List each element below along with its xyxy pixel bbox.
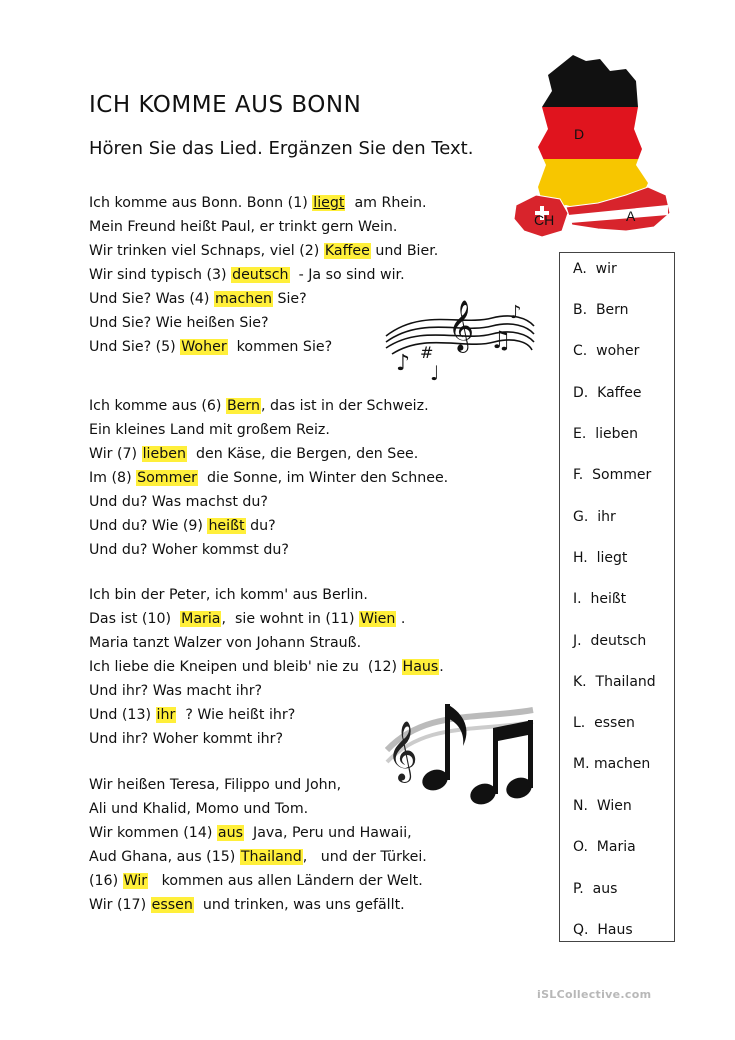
lyric-line: Und ihr? Was macht ihr?	[89, 683, 263, 699]
stanza-4	[89, 773, 427, 917]
lyric-line: Und Sie? Was (4) machen Sie?	[89, 291, 307, 307]
lyric-line: Und (13) ihr ? Wie heißt ihr?	[89, 707, 296, 723]
answer-4: machen	[214, 291, 272, 307]
lyric-line: Ein kleines Land mit großem Reiz.	[89, 422, 330, 438]
lyric-line: Und du? Wie (9) heißt du?	[89, 518, 276, 534]
svg-text:♫: ♫	[490, 326, 512, 354]
word-bank-item: B. Bern	[573, 302, 629, 318]
word-bank-item: Q. Haus	[573, 922, 633, 938]
word-bank-item: C. woher	[573, 343, 640, 359]
word-bank-item: N. Wien	[573, 798, 632, 814]
page-title: ICH KOMME AUS BONN	[89, 92, 362, 118]
answer-3: deutsch	[232, 267, 289, 283]
svg-text:𝄞: 𝄞	[387, 721, 418, 781]
lyric-line: Wir kommen (14) aus Java, Peru und Hawaii,	[89, 825, 412, 841]
lyric-line: (16) Wir kommen aus allen Ländern der Welt.	[89, 873, 423, 889]
svg-text:♩: ♩	[430, 361, 440, 383]
svg-text:♪: ♪	[510, 302, 522, 323]
answer-13: ihr	[156, 707, 176, 723]
dach-map-image	[508, 55, 678, 245]
map-label-ch: CH	[534, 212, 555, 228]
page-subtitle: Hören Sie das Lied. Ergänzen Sie den Text.	[89, 138, 474, 159]
lyric-line: Mein Freund heißt Paul, er trinkt gern Wein.	[89, 219, 398, 235]
answer-12: Haus	[402, 659, 439, 675]
svg-text:𝄞: 𝄞	[448, 300, 475, 351]
lyric-line: Und Sie? (5) Woher kommen Sie?	[89, 339, 333, 355]
svg-text:♪: ♪	[396, 351, 411, 376]
map-label-a: A	[626, 208, 636, 224]
map-label-d: D	[574, 126, 585, 142]
word-bank-item: E. lieben	[573, 426, 638, 442]
lyric-line: Ich komme aus Bonn. Bonn (1) liegt am Rhein.	[89, 195, 427, 211]
footer-watermark: iSLCollective.com	[537, 988, 652, 1001]
lyric-line: Im (8) Sommer die Sonne, im Winter den Schnee.	[89, 470, 449, 486]
lyric-line: Ich bin der Peter, ich komm' aus Berlin.	[89, 587, 368, 603]
answer-8: Sommer	[137, 470, 198, 486]
lyric-line: Wir heißen Teresa, Filippo und John,	[89, 777, 342, 793]
lyric-line: Und du? Woher kommst du?	[89, 542, 289, 558]
word-bank-item: I. heißt	[573, 591, 627, 607]
answer-5: Woher	[181, 339, 227, 355]
lyric-line: Und du? Was machst du?	[89, 494, 268, 510]
word-bank-item: D. Kaffee	[573, 385, 642, 401]
lyric-line: Das ist (10) Maria, sie wohnt in (11) Wien .	[89, 611, 406, 627]
lyric-line: Wir (7) lieben den Käse, die Bergen, den See.	[89, 446, 419, 462]
lyric-line: Wir sind typisch (3) deutsch - Ja so sind wir.	[89, 267, 405, 283]
word-bank-item: L. essen	[573, 715, 635, 731]
svg-text:#: #	[420, 343, 434, 362]
answer-6: Bern	[226, 398, 260, 414]
lyric-line: Wir (17) essen und trinken, was uns gefällt.	[89, 897, 405, 913]
word-bank-item: O. Maria	[573, 839, 636, 855]
music-notes-icon	[382, 288, 537, 383]
lyric-line: Aud Ghana, aus (15) Thailand, und der Türkei.	[89, 849, 427, 865]
answer-11: Wien	[360, 611, 396, 627]
answer-15: Thailand	[240, 849, 302, 865]
word-bank-item: M. machen	[573, 756, 651, 772]
word-bank-item: K. Thailand	[573, 674, 656, 690]
word-bank-item: H. liegt	[573, 550, 628, 566]
lyric-line: Und ihr? Woher kommt ihr?	[89, 731, 284, 747]
answer-14: aus	[217, 825, 243, 841]
word-bank-item: G. ihr	[573, 509, 616, 525]
word-bank-item: A. wir	[573, 261, 617, 277]
answer-1: liegt	[313, 195, 345, 211]
lyric-line: Maria tanzt Walzer von Johann Strauß.	[89, 635, 362, 651]
lyric-line: Ali und Khalid, Momo und Tom.	[89, 801, 309, 817]
music-notes-icon	[385, 690, 535, 808]
lyric-line: Ich komme aus (6) Bern, das ist in der Schweiz.	[89, 398, 429, 414]
word-bank	[559, 252, 675, 942]
lyric-line: Und Sie? Wie heißen Sie?	[89, 315, 269, 331]
word-bank-item: F. Sommer	[573, 467, 652, 483]
lyric-line: Ich liebe die Kneipen und bleib' nie zu (12) Haus.	[89, 659, 444, 675]
answer-10: Maria	[181, 611, 221, 627]
answer-9: heißt	[208, 518, 245, 534]
word-bank-item: P. aus	[573, 881, 618, 897]
stanza-2	[89, 394, 448, 562]
word-bank-item: J. deutsch	[573, 633, 647, 649]
answer-7: lieben	[142, 446, 186, 462]
answer-17: essen	[151, 897, 193, 913]
answer-16: Wir	[123, 873, 148, 889]
answer-2: Kaffee	[324, 243, 370, 259]
lyric-line: Wir trinken viel Schnaps, viel (2) Kaffee und Bier.	[89, 243, 439, 259]
